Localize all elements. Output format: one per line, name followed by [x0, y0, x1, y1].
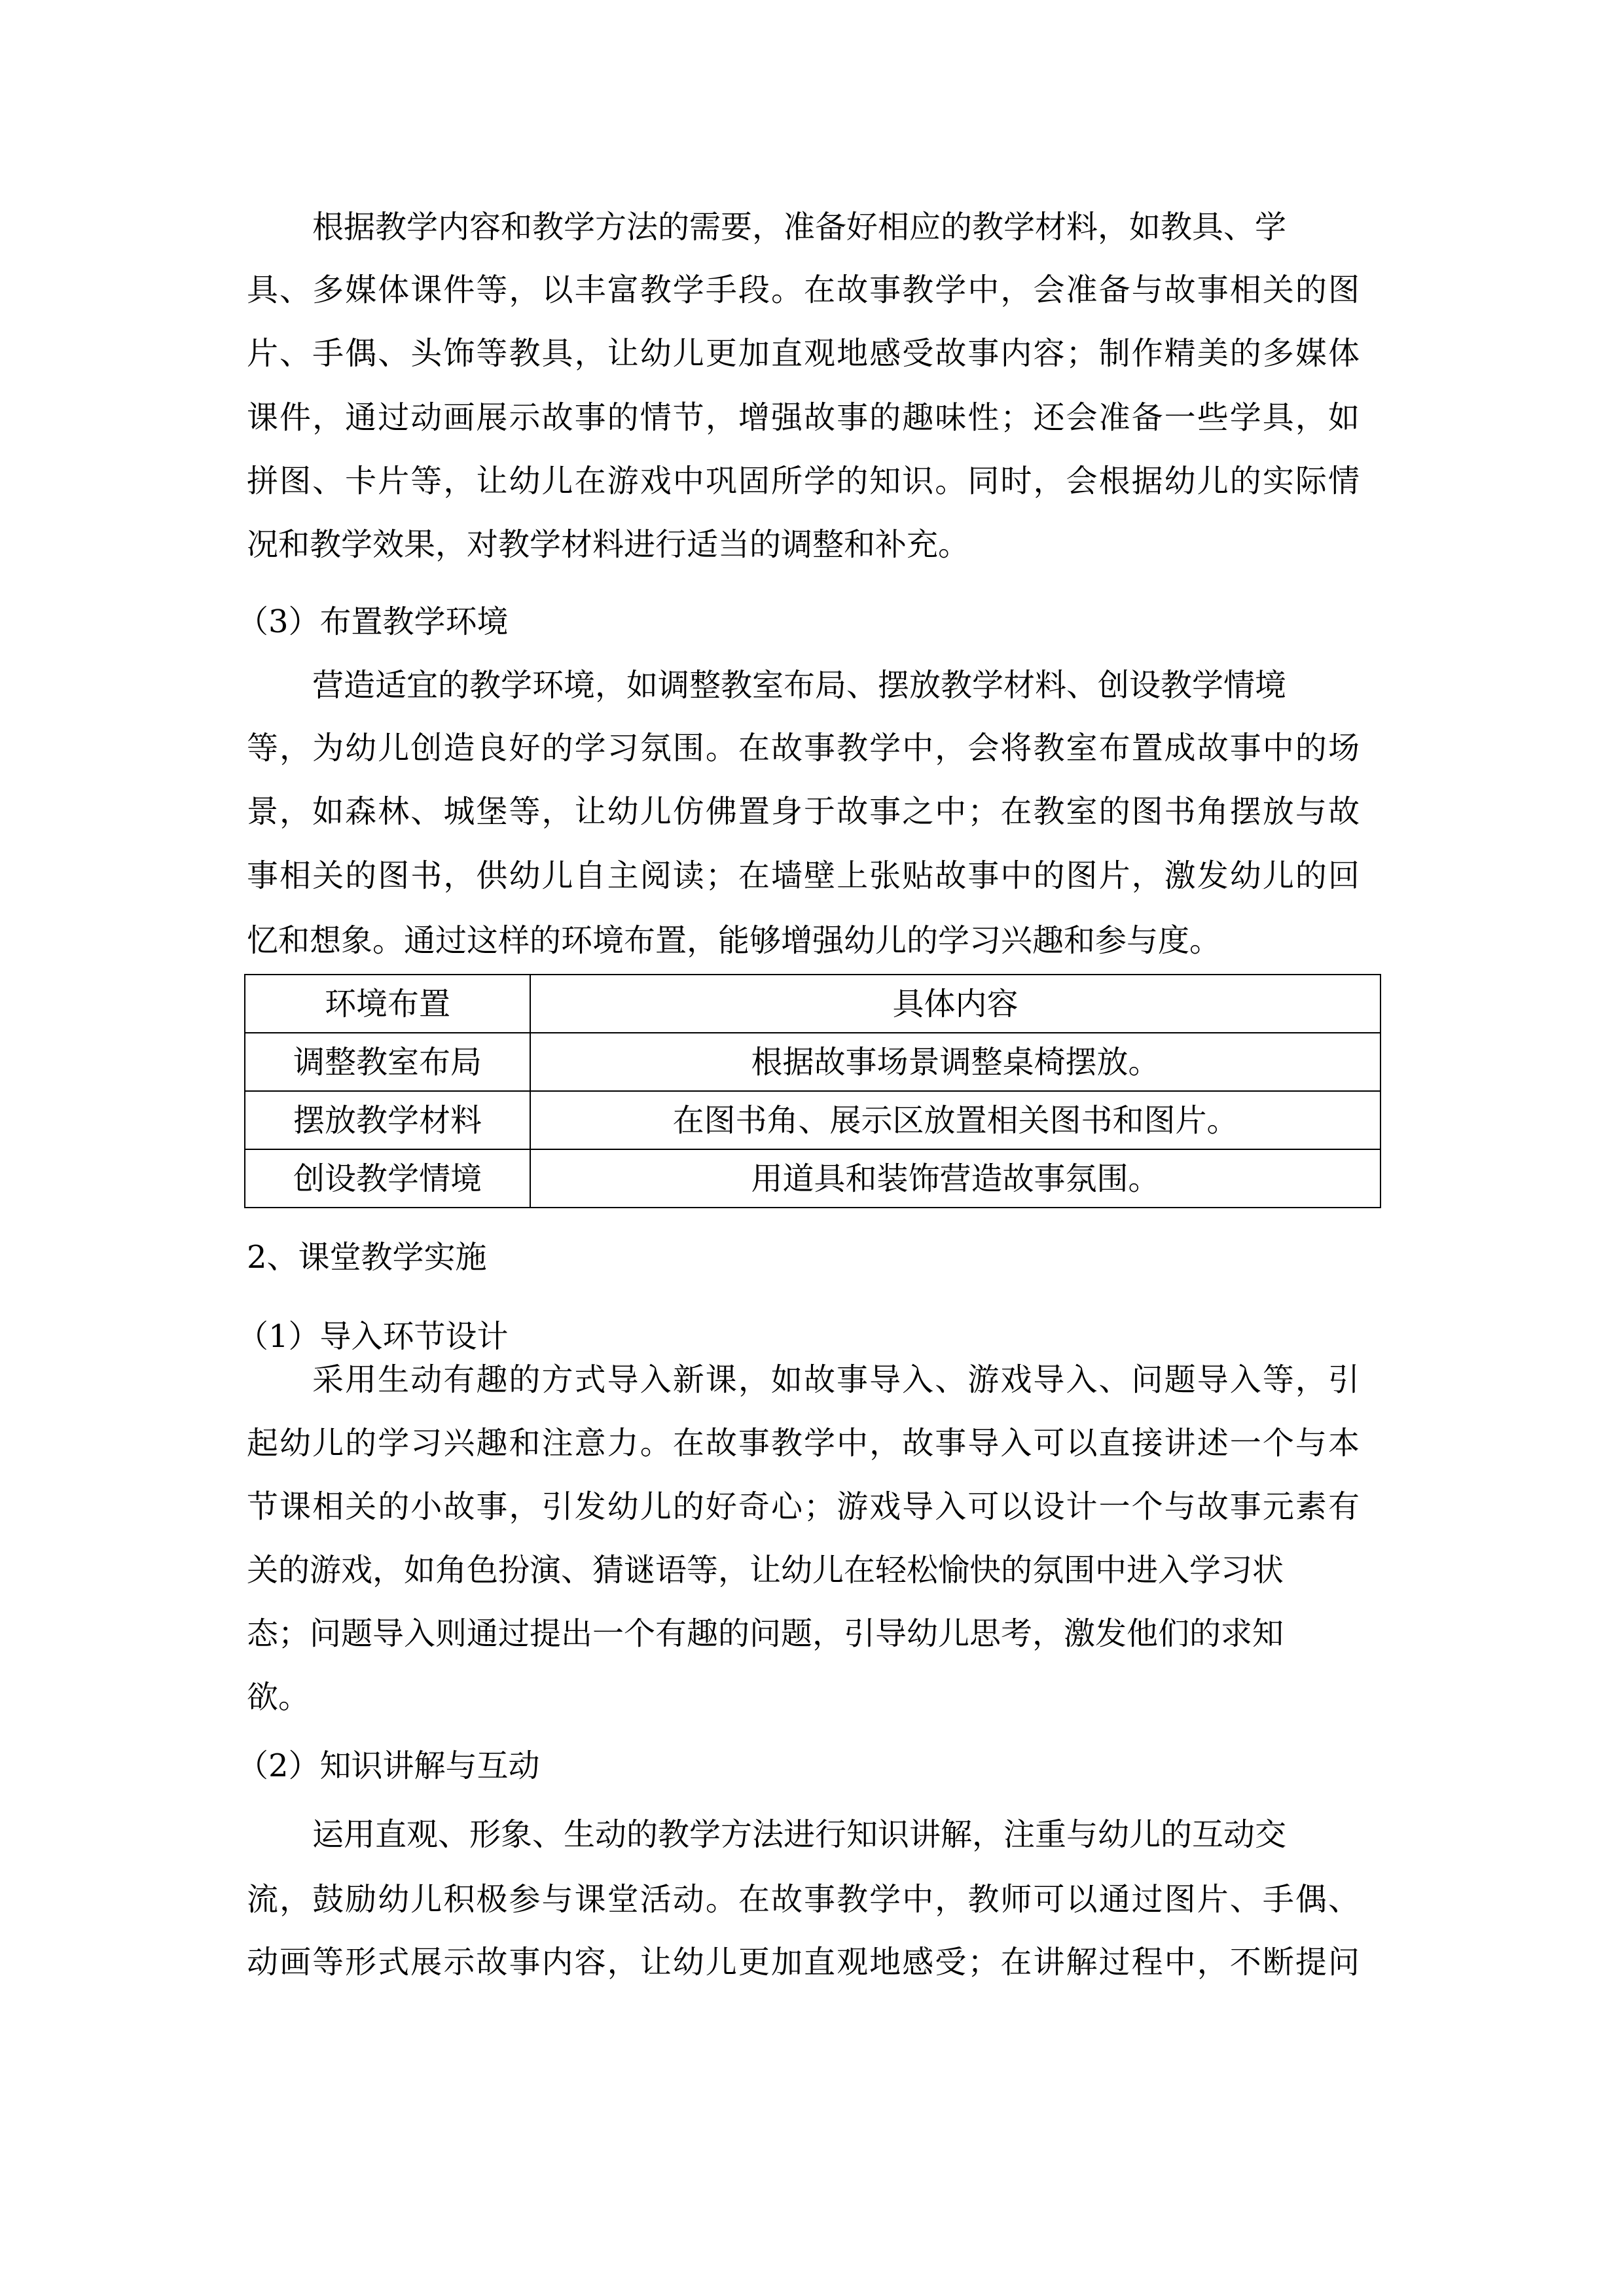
- text-line: 等，为幼儿创造良好的学习氛围。在故事教学中，会将教室布置成故事中的场: [247, 730, 1360, 766]
- text-line: 况和教学效果，对教学材料进行适当的调整和补充。: [247, 526, 970, 563]
- table-cell: 在图书角、展示区放置相关图书和图片。: [530, 1091, 1380, 1149]
- text-line: 营造适宜的教学环境，如调整教室布局、摆放教学材料、创设教学情境: [312, 667, 1287, 704]
- text-line: 拼图、卡片等，让幼儿在游戏中巩固所学的知识。同时，会根据幼儿的实际情: [247, 463, 1360, 499]
- table-cell: 创设教学情境: [245, 1149, 530, 1208]
- table-row: [245, 1091, 1380, 1149]
- text-line: 动画等形式展示故事内容，让幼儿更加直观地感受；在讲解过程中，不断提问: [247, 1944, 1360, 1981]
- table-row: [245, 1033, 1380, 1091]
- text-line: 运用直观、形象、生动的教学方法进行知识讲解，注重与幼儿的互动交: [312, 1816, 1287, 1853]
- text-line: 忆和想象。通过这样的环境布置，能够增强幼儿的学习兴趣和参与度。: [247, 922, 1221, 959]
- text-line: 课件，通过动画展示故事的情节，增强故事的趣味性；还会准备一些学具，如: [247, 399, 1360, 436]
- table-row: [245, 1149, 1380, 1208]
- table-cell: 调整教室布局: [245, 1033, 530, 1091]
- environment-table: [244, 974, 1381, 1208]
- text-line: 态；问题导入则通过提出一个有趣的问题，引导幼儿思考，激发他们的求知: [247, 1615, 1284, 1652]
- table-cell: 摆放教学材料: [245, 1091, 530, 1149]
- text-line: 欲。: [247, 1679, 310, 1715]
- section-title: 2、课堂教学实施: [247, 1239, 487, 1276]
- text-line: 起幼儿的学习兴趣和注意力。在故事教学中，故事导入可以直接讲述一个与本: [247, 1425, 1360, 1462]
- table-header-cell: 具体内容: [530, 975, 1380, 1033]
- table-cell: 根据故事场景调整桌椅摆放。: [530, 1033, 1380, 1091]
- text-line: 节课相关的小故事，引发幼儿的好奇心；游戏导入可以设计一个与故事元素有: [247, 1488, 1360, 1525]
- subheading-knowledge: （2）知识讲解与互动: [237, 1748, 540, 1784]
- subheading-environment: （3）布置教学环境: [237, 603, 509, 640]
- table-header-cell: 环境布置: [245, 975, 530, 1033]
- text-line: 根据教学内容和教学方法的需要，准备好相应的教学材料，如教具、学: [312, 209, 1287, 245]
- table-cell: 用道具和装饰营造故事氛围。: [530, 1149, 1380, 1208]
- text-line: 事相关的图书，供幼儿自主阅读；在墙壁上张贴故事中的图片，激发幼儿的回: [247, 857, 1360, 894]
- text-line: 流，鼓励幼儿积极参与课堂活动。在故事教学中，教师可以通过图片、手偶、: [247, 1881, 1360, 1918]
- text-line: 采用生动有趣的方式导入新课，如故事导入、游戏导入、问题导入等，引: [312, 1361, 1360, 1398]
- text-line: 具、多媒体课件等，以丰富教学手段。在故事教学中，会准备与故事相关的图: [247, 272, 1360, 308]
- text-line: 片、手偶、头饰等教具，让幼儿更加直观地感受故事内容；制作精美的多媒体: [247, 335, 1360, 372]
- text-line: 关的游戏，如角色扮演、猜谜语等，让幼儿在轻松愉快的氛围中进入学习状: [247, 1552, 1284, 1588]
- subheading-introduction: （1）导入环节设计: [237, 1318, 509, 1355]
- text-line: 景，如森林、城堡等，让幼儿仿佛置身于故事之中；在教室的图书角摆放与故: [247, 793, 1360, 830]
- table-header-row: [245, 975, 1380, 1033]
